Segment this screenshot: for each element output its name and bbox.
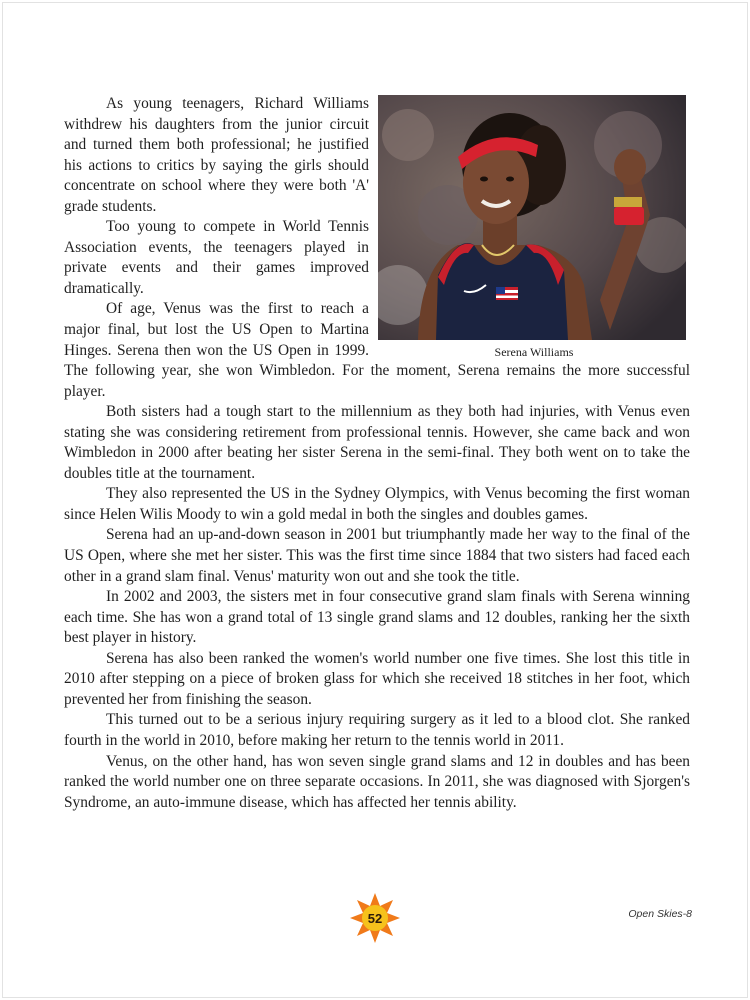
page-number-badge [349, 892, 401, 944]
paragraph-9: This turned out to be a serious injury requiring surgery as it led to a blood clot. She ranked fourth in the world in 2010, before making her return to the tennis world in 2011. [64, 711, 690, 749]
article-body [64, 94, 690, 813]
paragraph-7: In 2002 and 2003, the sisters met in four consecutive grand slam finals with Serena winning each time. She has won a grand total of 13 single grand slams and 12 doubles, ranking her the sixth best player in history. [64, 588, 690, 647]
photo-figure [378, 95, 690, 359]
page-number: 52 [367, 910, 383, 926]
paragraph-3: Of age, Venus was the first to reach a major final, but lost the US Open to Martina Hinges. Serena then won the US Open in 1999. The following year, she won Wimbledon. For the moment, Serena remains the more successful player. [64, 300, 690, 400]
serena-williams-photo [378, 95, 686, 340]
paragraph-4: Both sisters had a tough start to the millennium as they both had injuries, with Venus even stating she was considering retirement from professional tennis. However, she came back and won Wimbledon in 2000 after beating her sister Serena in the semi-final. They both went on to take the doubles title at the tournament. [64, 403, 690, 482]
book-title: Open Skies-8 [628, 908, 692, 920]
paragraph-6: Serena had an up-and-down season in 2001 but triumphantly made her way to the final of the US Open, where she met her sister. This was the first time since 1884 that two sisters had faced each other in a grand slam final. Venus' maturity won out and she took the title. [64, 526, 690, 585]
paragraph-2: Too young to compete in World Tennis Association events, the teenagers played in private events and their games improved dramatically. [64, 218, 369, 297]
photo-illustration [378, 95, 686, 340]
paragraph-10: Venus, on the other hand, has won seven single grand slams and 12 in doubles and has been ranked the world number one on three separate occasions. In 2011, she was diagnosed with Sjorgen's Syndrome, an auto-immune disease, which has affected her tennis ability. [64, 752, 690, 811]
paragraph-5: They also represented the US in the Sydney Olympics, with Venus becoming the first woman since Helen Wilis Moody to win a gold medal in both the singles and doubles games. [64, 485, 690, 523]
paragraph-8: Serena has also been ranked the women's world number one five times. She lost this title in 2010 after stepping on a piece of broken glass for which she received 18 stitches in her foot, which prevented her from finishing the season. [64, 649, 690, 708]
photo-caption: Serena Williams [494, 345, 574, 359]
paragraph-1: As young teenagers, Richard Williams withdrew his daughters from the junior circuit and turned them both professional; he justified his actions to critics by saying the girls should concentrate on school where they were both 'A' grade students. [64, 95, 369, 215]
